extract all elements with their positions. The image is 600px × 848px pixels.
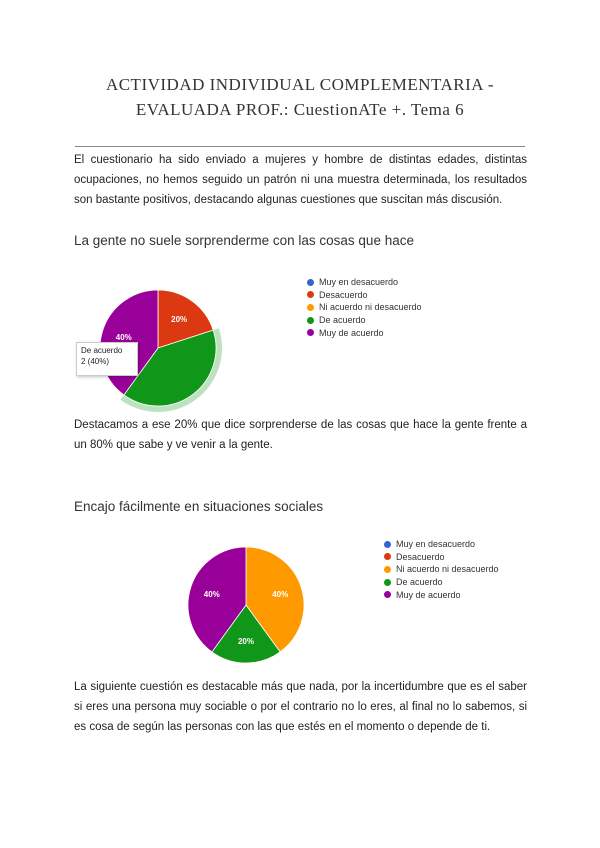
legend-item: [307, 326, 422, 339]
question-1-title: La gente no suele sorprenderme con las cosas que hace: [74, 233, 414, 248]
title-divider: [75, 146, 525, 147]
legend-swatch: [384, 591, 391, 598]
legend-swatch: [307, 279, 314, 286]
legend-label: Muy de acuerdo: [396, 589, 461, 600]
legend-swatch: [307, 329, 314, 336]
chart-2-legend: [384, 538, 499, 601]
legend-swatch: [384, 579, 391, 586]
legend-label: Desacuerdo: [396, 551, 445, 562]
legend-label: Ni acuerdo ni desacuerdo: [396, 564, 499, 575]
legend-swatch: [307, 304, 314, 311]
legend-swatch: [384, 566, 391, 573]
legend-label: Desacuerdo: [319, 289, 368, 300]
legend-swatch: [384, 541, 391, 548]
legend-swatch: [307, 317, 314, 324]
legend-item: [307, 276, 422, 289]
legend-label: De acuerdo: [319, 315, 366, 326]
legend-label: Muy en desacuerdo: [396, 539, 476, 550]
pie-data-label: 40%: [203, 589, 220, 599]
legend-label: Muy de acuerdo: [319, 327, 384, 338]
pie-data-label: 40%: [115, 332, 132, 342]
tooltip-value: 2 (40%): [81, 357, 110, 366]
legend-item: [384, 551, 499, 564]
title-line-1: ACTIVIDAD INDIVIDUAL COMPLEMENTARIA -: [105, 75, 495, 94]
legend-item: [384, 576, 499, 589]
chart-1-tooltip: [76, 342, 138, 376]
intro-paragraph: El cuestionario ha sido enviado a mujeres y hombre de distintas edades, distintas ocupaciones, no hemos seguido un patrón ni una muestra determinada, los resultados son bastante positivos, destacando algunas cuestiones que suscitan más discusión.: [74, 154, 527, 206]
pie-data-label: 20%: [171, 314, 188, 324]
chart-1-legend: [307, 276, 422, 339]
title-line-2: EVALUADA PROF.: CuestionATe +. Tema 6: [135, 100, 465, 119]
legend-item: [307, 314, 422, 327]
legend-swatch: [307, 291, 314, 298]
pie-chart-2: [176, 535, 316, 675]
legend-item: [307, 289, 422, 302]
question-2-comment: La siguiente cuestión es destacable más que nada, por la incertidumbre que es el saber si eres una persona muy sociable o por el contrario no lo eres, al final no lo sabemos, si es cosa de según las personas con las que estés en el momento o depende de ti.: [74, 681, 527, 733]
question-2-title: Encajo fácilmente en situaciones sociales: [74, 499, 324, 514]
legend-label: De acuerdo: [396, 577, 443, 588]
legend-item: [307, 301, 422, 314]
legend-label: Muy en desacuerdo: [319, 277, 399, 288]
tooltip-category: De acuerdo: [81, 346, 123, 355]
legend-label: Ni acuerdo ni desacuerdo: [319, 302, 422, 313]
pie-data-label: 40%: [272, 589, 289, 599]
legend-item: [384, 538, 499, 551]
pie-data-label: 20%: [237, 636, 255, 646]
legend-item: [384, 563, 499, 576]
question-1-comment: Destacamos a ese 20% que dice sorprenderse de las cosas que hace la gente frente a un 80% que sabe y ve venir a la gente.: [74, 419, 527, 451]
legend-item: [384, 588, 499, 601]
document-title: [60, 72, 540, 122]
legend-swatch: [384, 553, 391, 560]
